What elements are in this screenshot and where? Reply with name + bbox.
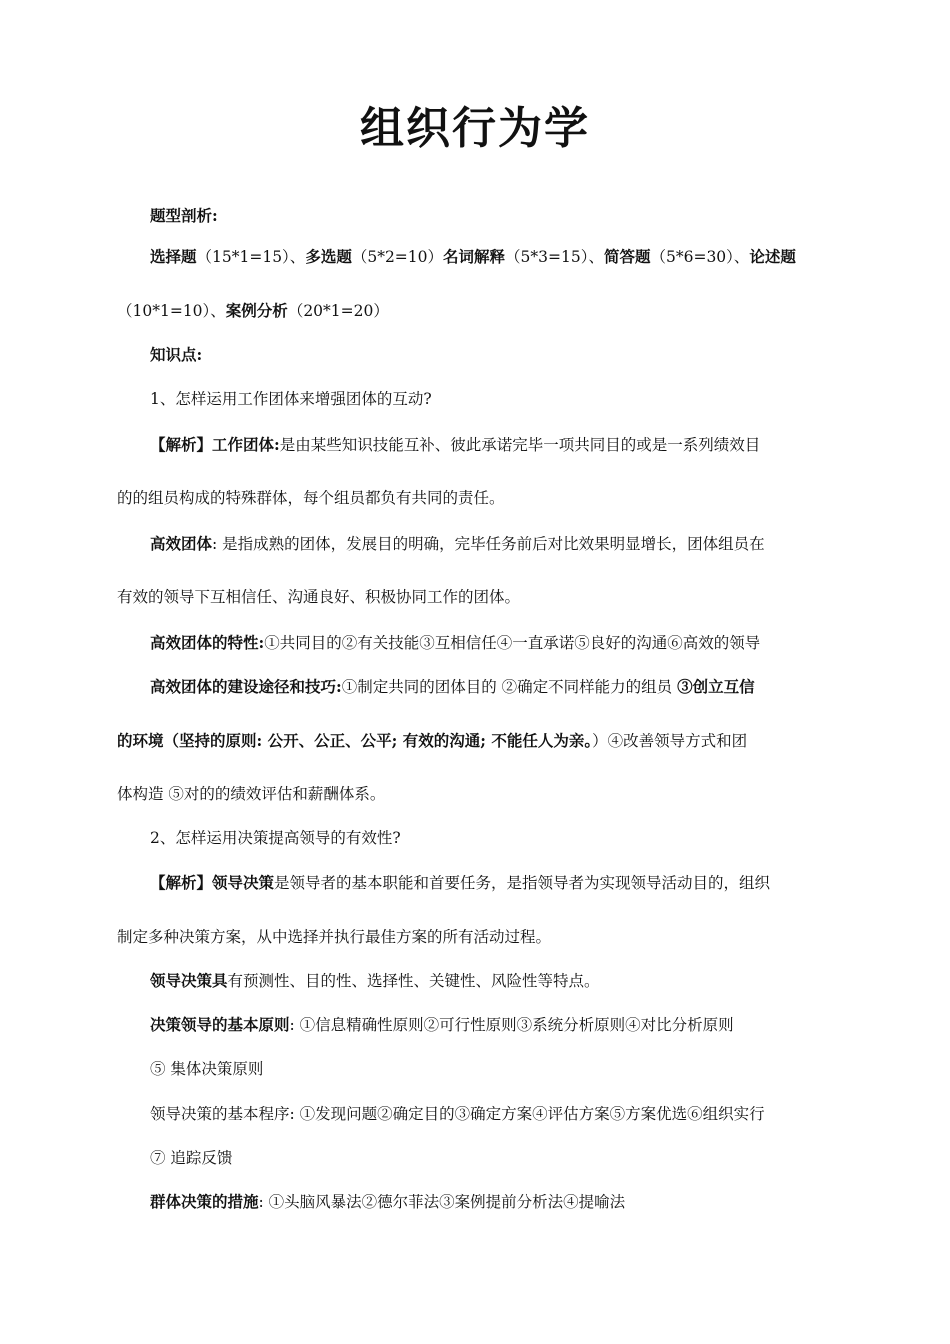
- answer-2-group-methods: [150, 1192, 625, 1212]
- score-term-explanation: （5*3=15）、: [505, 248, 604, 266]
- term-decision-principles: 决策领导的基本原则: [150, 1015, 290, 1034]
- list-team-building-part-2: ③创立互信: [677, 677, 755, 696]
- list-team-building-principles: 的环境（坚持的原则: 公开、公正、公平; 有效的沟通; 不能任人为亲。: [117, 731, 593, 750]
- section-heading-question-types: 题型剖析:: [150, 206, 218, 225]
- answer-2-para-1-line-1: [150, 873, 770, 893]
- term-high-performance-team: 高效团体: [150, 534, 213, 553]
- list-team-characteristics: ①共同目的②有关技能③互相信任④一直承诺⑤良好的沟通⑥高效的领导: [264, 634, 761, 652]
- answer-2-principles-line-1: [150, 1015, 734, 1035]
- question-types-line-2: [117, 301, 389, 321]
- answer-1-para-2-line-1: [150, 534, 765, 554]
- score-case-analysis: （20*1=20）: [287, 302, 389, 320]
- answer-2-principles-line-2: ⑤ 集体决策原则: [150, 1060, 264, 1078]
- answer-1-building-line-3: 体构造 ⑤对的的绩效评估和薪酬体系。: [117, 785, 386, 803]
- question-1: 1、怎样运用工作团体来增强团体的互动?: [150, 390, 432, 408]
- section-heading-knowledge-points: 知识点:: [150, 345, 203, 364]
- question-2: 2、怎样运用决策提高领导的有效性?: [150, 829, 401, 847]
- score-single-choice: （15*1=15）、: [196, 248, 306, 266]
- answer-2-procedure-line-1: 领导决策的基本程序: ①发现问题②确定目的③确定方案④评估方案⑤方案优选⑥组织实行: [150, 1105, 765, 1123]
- score-short-answer: （5*6=30）、: [650, 248, 750, 266]
- list-decision-principles: : ①信息精确性原则②可行性原则③系统分析原则④对比分析原则: [289, 1016, 734, 1034]
- answer-2-features: [150, 971, 600, 991]
- term-team-building: 高效团体的建设途径和技巧:: [150, 677, 342, 696]
- definition-leadership-decision: 是领导者的基本职能和首要任务，是指领导者为实现领导活动目的，组织: [274, 874, 771, 892]
- term-work-team: 【解析】工作团体:: [150, 435, 280, 454]
- term-leadership-decision: 【解析】领导决策: [150, 873, 275, 892]
- label-multiple-choice: 多选题: [305, 247, 352, 266]
- label-single-choice: 选择题: [150, 247, 197, 266]
- answer-1-para-1-line-2: 的的组员构成的特殊群体，每个组员都负有共同的责任。: [117, 489, 505, 507]
- answer-2-procedure-line-2: ⑦ 追踪反馈: [150, 1149, 233, 1167]
- answer-1-para-2-line-2: 有效的领导下互相信任、沟通良好、积极协同工作的团体。: [117, 588, 521, 606]
- answer-1-para-1-line-1: [150, 435, 833, 455]
- answer-1-building-line-1: [150, 677, 755, 697]
- definition-high-performance-team: : 是指成熟的团体，发展目的明确，完毕任务前后对比效果明显增长，团体组员在: [212, 535, 765, 553]
- list-team-building-part-1: ①制定共同的团体目的 ②确定不同样能力的组员: [341, 678, 678, 696]
- term-team-characteristics: 高效团体的特性:: [150, 633, 265, 652]
- definition-work-team: 是由某些知识技能互补、彼此承诺完毕一项共同目的或是一系列绩效目: [279, 436, 761, 454]
- answer-1-building-line-2: [117, 731, 747, 751]
- question-types-line-1: [150, 247, 833, 267]
- list-decision-features: 有预测性、目的性、选择性、关键性、风险性等特点。: [227, 972, 600, 990]
- term-decision-features: 领导决策具: [150, 971, 228, 990]
- score-multiple-choice: （5*2=10）: [351, 248, 444, 266]
- list-team-building-part-3: ）④改善领导方式和团: [592, 732, 748, 750]
- label-short-answer: 简答题: [603, 247, 651, 266]
- term-group-decision-methods: 群体决策的措施: [150, 1192, 259, 1211]
- answer-2-para-1-line-2: 制定多种决策方案，从中选择并执行最佳方案的所有活动过程。: [117, 928, 552, 946]
- label-case-analysis: 案例分析: [225, 301, 288, 320]
- label-essay: 论述题: [749, 247, 796, 266]
- answer-1-characteristics: [150, 633, 760, 653]
- label-term-explanation: 名词解释: [443, 247, 506, 266]
- score-essay: （10*1=10）、: [117, 302, 226, 320]
- list-group-decision-methods: : ①头脑风暴法②德尔菲法③案例提前分析法④提喻法: [258, 1193, 626, 1211]
- document-title: 组织行为学: [360, 103, 590, 154]
